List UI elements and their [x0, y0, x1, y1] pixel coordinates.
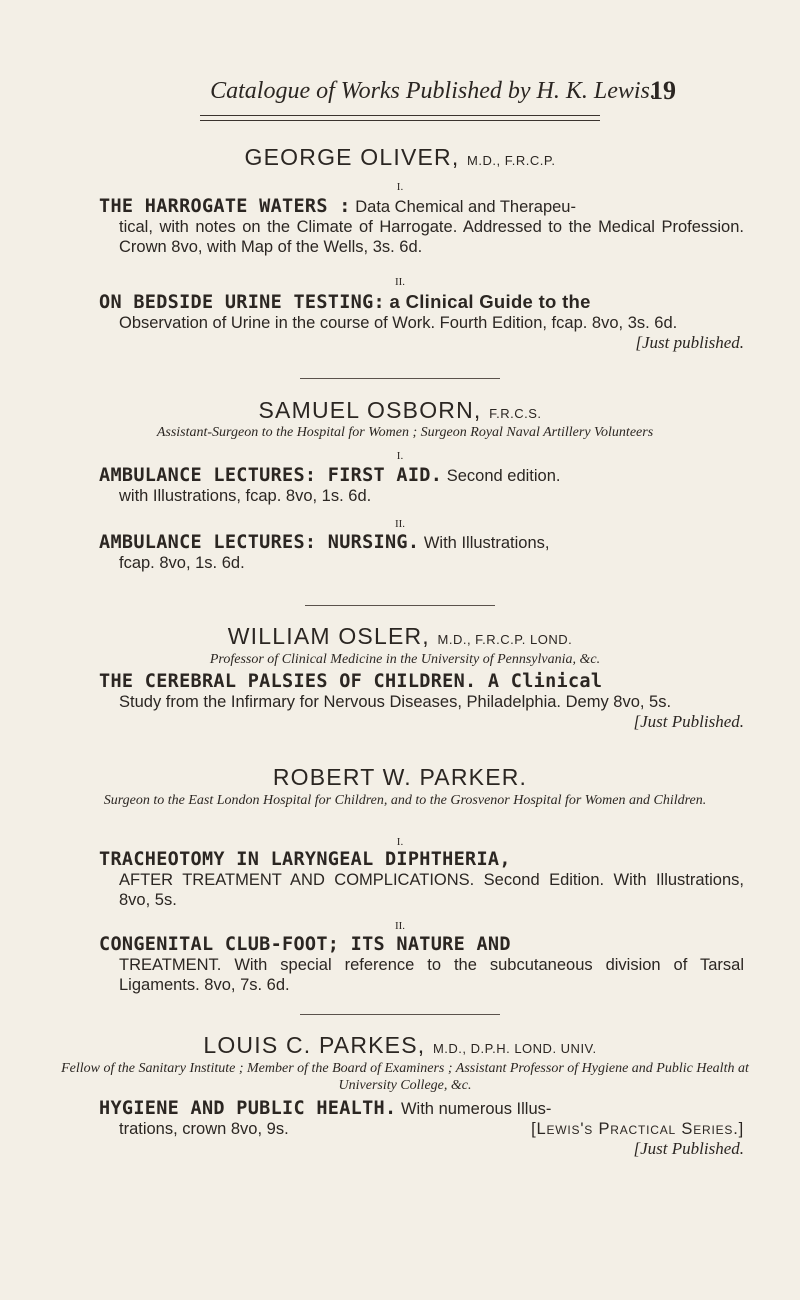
publication-note: [Just Published.	[633, 1139, 744, 1158]
author-heading	[0, 623, 800, 650]
entry-numeral: II.	[394, 518, 406, 530]
book-title: HYGIENE AND PUBLIC HEALTH.	[99, 1098, 397, 1119]
entry-numeral: II.	[394, 920, 406, 932]
book-title-continued: a Clinical Guide to the	[389, 291, 591, 312]
running-head	[168, 78, 698, 105]
author-name: GEORGE OLIVER,	[244, 144, 460, 170]
book-description-text: Observation of Urine in the course of Work. Fourth Edition, fcap. 8vo, 3s. 6d.	[119, 314, 678, 332]
book-entry	[99, 292, 744, 353]
book-description	[99, 1119, 744, 1139]
entry-numeral: I.	[396, 836, 404, 848]
book-entry	[99, 850, 744, 910]
author-heading	[0, 1032, 800, 1059]
section-rule	[300, 378, 500, 379]
book-title: ON BEDSIDE URINE TESTING:	[99, 292, 385, 313]
book-entry	[99, 466, 744, 506]
book-description: TREATMENT. With special reference to the subcutaneous division of Tarsal Ligaments. 8vo, 7s. 6d.	[119, 956, 744, 994]
publication-note: [Just published.	[635, 333, 744, 352]
publication-note: [Just Published.	[633, 712, 744, 731]
entry-numeral: I.	[396, 181, 404, 193]
book-description-text: trations, crown 8vo, 9s.	[119, 1120, 289, 1138]
author-name: LOUIS C. PARKES,	[203, 1032, 426, 1058]
author-heading	[0, 764, 800, 791]
book-description: AFTER TREATMENT AND COMPLICATIONS. Second Edition. With Illustrations, 8vo, 5s.	[119, 871, 744, 909]
author-name: WILLIAM OSLER,	[227, 623, 430, 649]
author-degrees: M.D., D.P.H. LOND. UNIV.	[432, 1041, 597, 1056]
book-entry	[99, 533, 744, 573]
author-heading	[0, 144, 800, 171]
series-note: [Lewis's Practical Series.]	[531, 1120, 744, 1138]
publication-line	[99, 1139, 744, 1159]
book-entry	[99, 935, 744, 995]
author-description: Professor of Clinical Medicine in the University of Pennsylvania, &c.	[209, 652, 601, 667]
book-text: Second edition.	[446, 467, 561, 485]
section-rule	[300, 1014, 500, 1015]
book-title: AMBULANCE LECTURES: FIRST AID.	[99, 465, 443, 486]
author-degrees: M.D., F.R.C.P.	[467, 153, 556, 168]
running-title: Catalogue of Works Published by H. K. Lewis.	[210, 78, 656, 104]
book-description: fcap. 8vo, 1s. 6d.	[119, 554, 245, 572]
entry-numeral: I.	[396, 450, 404, 462]
header-rule	[200, 115, 600, 121]
book-title: THE HARROGATE WATERS :	[99, 196, 351, 217]
book-description	[99, 313, 744, 352]
section-rule	[305, 605, 495, 606]
book-text: With numerous Illus-	[400, 1100, 552, 1118]
author-description: Surgeon to the East London Hospital for Children, and to the Grosvenor Hospital for Women and Children.	[103, 793, 707, 808]
entry-numeral: II.	[394, 276, 406, 288]
author-degrees: F.R.C.S.	[489, 406, 542, 421]
book-text: Data Chemical and Therapeu-	[355, 198, 576, 216]
author-name: SAMUEL OSBORN,	[258, 397, 482, 423]
book-text: With Illustrations,	[423, 534, 550, 552]
book-entry	[99, 672, 744, 732]
book-title: CONGENITAL CLUB-FOOT; ITS NATURE AND	[99, 934, 511, 955]
book-title: THE CEREBRAL PALSIES OF CHILDREN. A Clinical	[99, 671, 603, 692]
author-description: Fellow of the Sanitary Institute ; Member of the Board of Examiners ; Assistant Professor of Hygiene and Public Health at University College, &c.	[61, 1061, 749, 1093]
book-description: with Illustrations, fcap. 8vo, 1s. 6d.	[119, 487, 372, 505]
author-name: ROBERT W. PARKER.	[272, 764, 528, 790]
book-entry	[99, 1099, 744, 1159]
page-number: 19	[650, 76, 676, 105]
author-description: Assistant-Surgeon to the Hospital for Women ; Surgeon Royal Naval Artillery Volunteers	[156, 425, 654, 440]
author-heading	[0, 397, 800, 424]
book-description: tical, with notes on the Climate of Harrogate. Addressed to the Medical Profession. Crown 8vo, with Map of the Wells, 3s. 6d.	[119, 218, 744, 256]
author-degrees: M.D., F.R.C.P. LOND.	[437, 632, 573, 647]
book-title: AMBULANCE LECTURES: NURSING.	[99, 532, 420, 553]
book-description	[99, 692, 744, 731]
book-description-text: Study from the Infirmary for Nervous Diseases, Philadelphia. Demy 8vo, 5s.	[119, 693, 672, 711]
book-title: TRACHEOTOMY IN LARYNGEAL DIPHTHERIA,	[99, 849, 511, 870]
book-entry	[99, 197, 744, 257]
